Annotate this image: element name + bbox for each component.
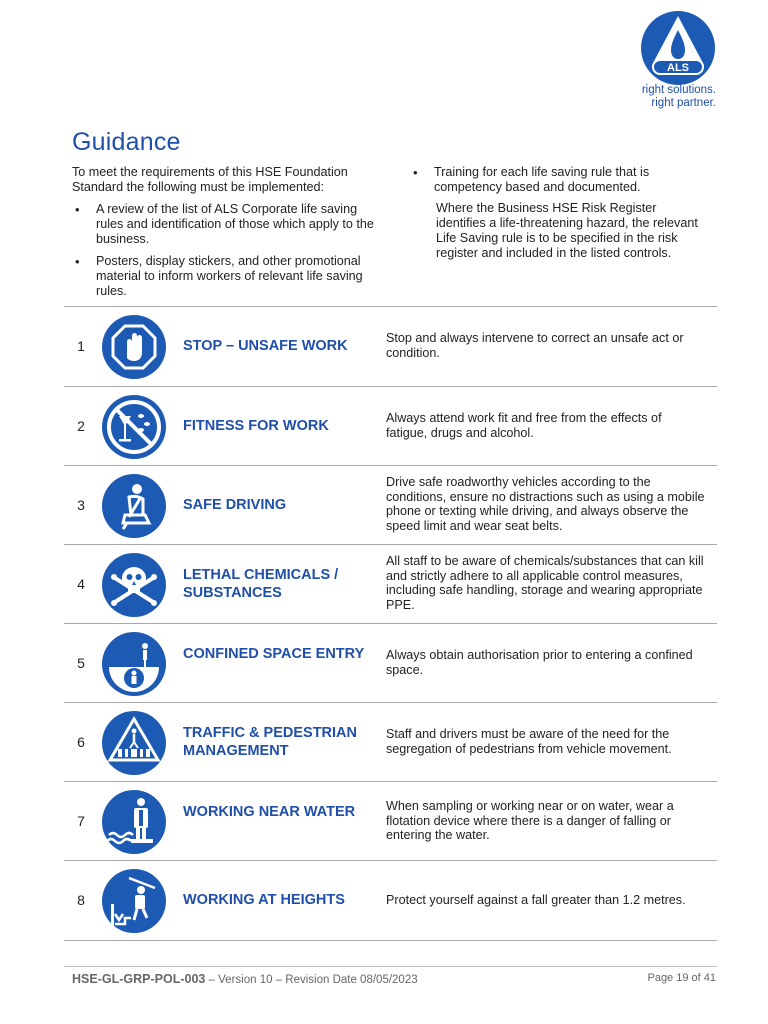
intro-right-column [410, 165, 700, 261]
rule-description: Staff and drivers must be aware of the need for the segregation of pedestrians from vehicle movement. [386, 727, 672, 756]
rule-title: WORKING AT HEIGHTS [183, 892, 345, 908]
rule-title: FITNESS FOR WORK [183, 418, 329, 434]
rule-description: Drive safe roadworthy vehicles according to the conditions, ensure no distractions such as using a mobile phone or texting while driving, and always observe the speed limit and wear seat belts. [386, 475, 705, 533]
version-info: – Version 10 – Revision Date 08/05/2023 [205, 974, 418, 986]
bullet-item: • Posters, display stickers, and other promotional material to inform workers of relevant life saving rules. [72, 254, 382, 299]
rule-description: Always obtain authorisation prior to entering a confined space. [386, 648, 693, 677]
skull-crossbones-icon [101, 552, 167, 618]
bullet-item: • A review of the list of ALS Corporate life saving rules and identification of those which apply to the business. [72, 202, 382, 247]
no-alcohol-drugs-icon [101, 394, 167, 460]
rule-title: LETHAL CHEMICALS / SUBSTANCES [183, 567, 339, 601]
table-row [64, 545, 717, 624]
confined-space-icon [101, 631, 167, 697]
seatbelt-icon [101, 473, 167, 539]
table-row [64, 782, 717, 861]
bullet-item: • Training for each life saving rule that is competency based and documented. [410, 165, 700, 195]
rule-title: CONFINED SPACE ENTRY [183, 646, 365, 662]
table-row [64, 624, 717, 703]
rule-number: 7 [77, 813, 85, 829]
page-title: Guidance [72, 128, 181, 156]
intro-left-column [72, 165, 382, 299]
tagline-line2: right partner. [651, 97, 716, 109]
harness-icon [101, 868, 167, 934]
tagline-line1: right solutions. [641, 84, 716, 96]
rule-number: 4 [77, 576, 85, 592]
rule-title: TRAFFIC & PEDESTRIAN MANAGEMENT [183, 725, 357, 759]
risk-register-paragraph: Where the Business HSE Risk Register identifies a life-threatening hazard, the relevant Life Saving rule is to be specified in the risk register and included in the listed controls. [436, 201, 698, 260]
doc-code: HSE-GL-GRP-POL-003 [72, 972, 206, 986]
rule-description: All staff to be aware of chemicals/substances that can kill and strictly adhere to all applicable control measures, including safe handling, storage and wearing appropriate PPE. [386, 554, 704, 612]
table-row [64, 466, 717, 545]
footer-divider [64, 966, 717, 967]
rule-number: 3 [77, 497, 85, 513]
als-logo [640, 10, 716, 86]
rule-description: When sampling or working near or on water, wear a flotation device where there is a danger of falling or entering the water. [386, 799, 674, 842]
table-row [64, 387, 717, 466]
logo-text: ALS [667, 62, 689, 74]
rule-number: 5 [77, 655, 85, 671]
rule-number: 6 [77, 734, 85, 750]
rule-title: STOP – UNSAFE WORK [183, 338, 348, 354]
life-jacket-icon [101, 789, 167, 855]
rule-number: 1 [77, 338, 85, 354]
intro-text: To meet the requirements of this HSE Foundation Standard the following must be implemented: [72, 165, 348, 194]
rule-title: WORKING NEAR WATER [183, 804, 356, 820]
table-row [64, 861, 717, 940]
rule-description: Protect yourself against a fall greater than 1.2 metres. [386, 893, 686, 907]
rule-description: Always attend work fit and free from the effects of fatigue, drugs and alcohol. [386, 411, 662, 440]
rule-title: SAFE DRIVING [183, 497, 287, 513]
footer-doc-info [72, 972, 418, 986]
page-number: Page 19 of 41 [647, 972, 716, 984]
rule-description: Stop and always intervene to correct an unsafe act or condition. [386, 331, 684, 360]
rule-number: 2 [77, 418, 85, 434]
table-row [64, 307, 717, 386]
table-row [64, 703, 717, 782]
pedestrian-crossing-icon [101, 710, 167, 776]
tagline [642, 84, 716, 110]
table-divider [64, 940, 717, 941]
rule-number: 8 [77, 892, 85, 908]
stop-hand-icon [101, 314, 167, 380]
